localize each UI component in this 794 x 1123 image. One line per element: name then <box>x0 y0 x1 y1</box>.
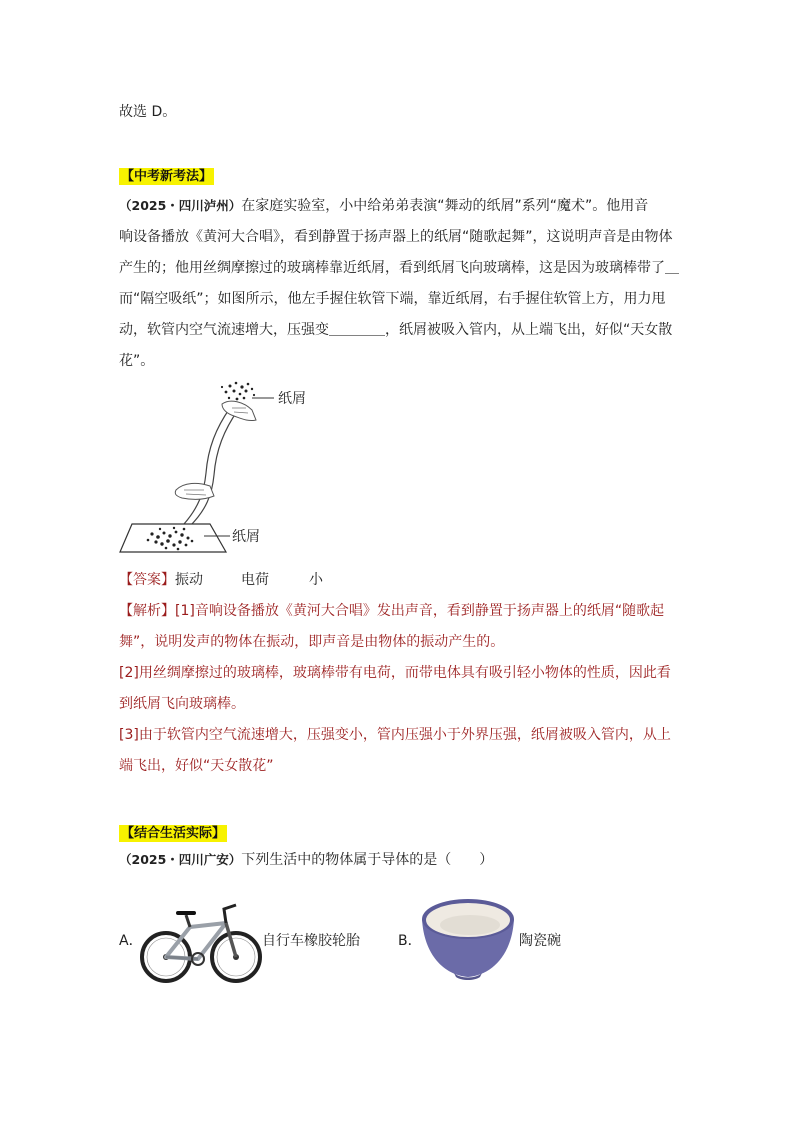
hose-right-edge <box>190 410 238 526</box>
answer-value-2: 电荷 <box>241 572 269 588</box>
analysis-line: [3]由于软管内空气流速增大，压强变小，管内压强小于外界压强，纸屑被吸入管内，从上 <box>119 727 671 743</box>
answer-row <box>119 573 323 587</box>
option-b-letter: B． <box>398 933 422 949</box>
answer-value-3: 小 <box>309 572 323 588</box>
question-1-line: 响设备播放《黄河大合唱》，看到静置于扬声器上的纸屑“随歌起舞”，这说明声音是由物体 <box>119 229 673 245</box>
question-1-line: 花”。 <box>119 353 155 369</box>
question-1-line: 产生的；他用丝绸摩擦过的玻璃棒靠近纸屑，看到纸屑飞向玻璃棒，这是因为玻璃棒带了＿ <box>119 260 679 276</box>
question-1-line: 在家庭实验室，小中给弟弟表演“舞动的纸屑”系列“魔术”。他用音 <box>241 198 649 214</box>
question-1-line: 动，软管内空气流速增大，压强变＿＿＿＿，纸屑被吸入管内，从上端飞出，好似“天女散 <box>119 322 673 338</box>
section-tag-label: 【中考新考法】 <box>121 169 213 184</box>
hand-top <box>222 401 256 420</box>
analysis <box>119 596 679 782</box>
question-2 <box>119 853 493 867</box>
section-tag-exam-new <box>119 165 214 184</box>
section-tag-life <box>119 822 227 841</box>
figure-label-bottom: 纸屑 <box>232 529 260 545</box>
question-1-source: （2025・四川泸州） <box>119 198 242 213</box>
analysis-line: [2]用丝绸摩擦过的玻璃棒，玻璃棒带有电荷，而带电体具有吸引轻小物体的性质，因此看 <box>119 665 671 681</box>
question-2-source: （2025・四川广安） <box>119 852 242 867</box>
analysis-line: 到纸屑飞向玻璃棒。 <box>119 696 245 712</box>
section-tag-label: 【结合生活实际】 <box>121 826 226 841</box>
option-b-text: 陶瓷碗 <box>519 933 561 949</box>
prev-conclusion: 故选 D。 <box>119 104 177 120</box>
question-2-text: 下列生活中的物体属于导体的是（ ） <box>241 852 494 868</box>
question-1 <box>119 190 679 377</box>
figure-label-top: 纸屑 <box>278 391 306 407</box>
analysis-line: [1]音响设备播放《黄河大合唱》发出声音，看到静置于扬声器上的纸屑“随歌起 <box>175 603 665 619</box>
bicycle-image <box>140 887 262 987</box>
option-a-text: 自行车橡胶轮胎 <box>262 933 360 949</box>
question-1-line: 而“隔空吸纸”；如图所示，他左手握住软管下端，靠近纸屑，右手握住软管上方，用力甩 <box>119 291 666 307</box>
hose-left-edge <box>184 408 230 524</box>
analysis-label: 【解析】 <box>119 603 175 619</box>
hand-bottom <box>175 483 214 499</box>
analysis-line: 端飞出，好似“天女散花” <box>119 758 274 774</box>
bicycle-handlebar <box>224 905 236 923</box>
answer-label: 【答案】 <box>119 572 175 588</box>
option-a-letter: A． <box>119 933 143 949</box>
answer-value-1: 振动 <box>175 572 203 588</box>
bowl-image <box>418 893 518 983</box>
analysis-line: 舞”，说明发声的物体在振动，即声音是由物体的振动产生的。 <box>119 634 505 650</box>
